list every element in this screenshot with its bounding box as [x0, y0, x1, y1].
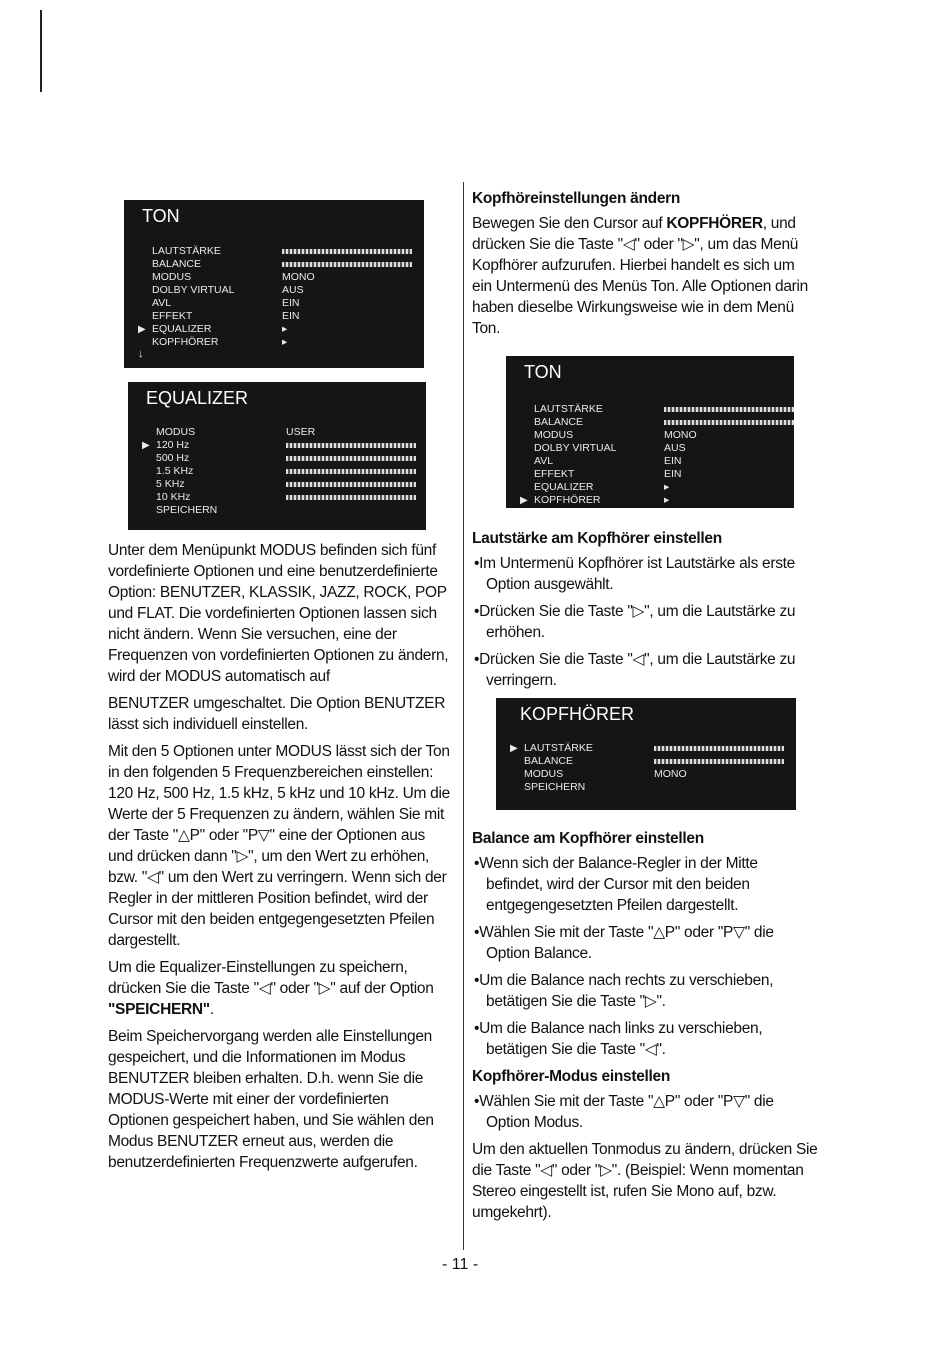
menu-row: [124, 336, 424, 349]
level-slider: [654, 759, 784, 764]
menu-rows: [128, 426, 426, 517]
menu-row-label: SPEICHERN: [524, 781, 586, 793]
menu-title: TON: [142, 206, 180, 226]
menu-row: [124, 323, 424, 336]
menu-row-value: MONO: [664, 429, 697, 441]
scan-mark: [40, 10, 42, 92]
ton-menu-image: [124, 200, 424, 368]
lautstaerke-list: [472, 553, 818, 691]
left-column: [108, 540, 450, 1179]
menu-row-value: MONO: [654, 768, 687, 780]
menu-row: [506, 481, 794, 494]
list-item: • Um die Balance nach rechts zu verschieben, betätigen Sie die Taste "▷".: [472, 970, 818, 1012]
menu-row: [128, 491, 426, 504]
menu-row-label: SPEICHERN: [156, 504, 218, 516]
menu-row-label: DOLBY VIRTUAL: [534, 442, 617, 454]
menu-row-label: BALANCE: [524, 755, 574, 767]
menu-row: [496, 755, 796, 768]
menu-row-value: ▸: [282, 336, 288, 348]
selection-arrow-icon: ▶: [138, 324, 146, 335]
menu-row: [124, 310, 424, 323]
menu-row-value: EIN: [664, 468, 682, 480]
menu-row-value: MONO: [282, 271, 315, 283]
right-column-top: [472, 182, 814, 345]
menu-row: [128, 478, 426, 491]
menu-row: [128, 439, 426, 452]
save-paragraph: [108, 957, 450, 1020]
kopf-text: Bewegen Sie den Cursor auf: [472, 215, 667, 232]
menu-row-label: EQUALIZER: [152, 323, 212, 335]
level-slider: [664, 420, 794, 425]
menu-row-value: EIN: [664, 455, 682, 467]
menu-row: [124, 258, 424, 271]
column-divider: [463, 182, 464, 1250]
menu-title: EQUALIZER: [146, 388, 249, 408]
level-slider: [286, 482, 416, 487]
heading-kopfhoerer: Kopfhöreinstellungen ändern: [472, 190, 681, 207]
menu-row: [124, 284, 424, 297]
menu-row-label: MODUS: [156, 426, 196, 438]
heading-modus: Kopfhörer-Modus einstellen: [472, 1068, 671, 1085]
menu-row: [128, 465, 426, 478]
menu-row-label: 120 Hz: [156, 439, 190, 451]
menu-row-label: BALANCE: [534, 416, 584, 428]
ton-menu-image-2: [506, 356, 794, 508]
right-column-bottom: [472, 822, 818, 1229]
menu-row-value: EIN: [282, 310, 300, 322]
menu-row: [506, 455, 794, 468]
menu-row-label: EFFEKT: [152, 310, 193, 322]
kopfhoerer-menu-image: [496, 698, 796, 810]
right-column-mid: [472, 522, 818, 697]
modus-list: [472, 1091, 818, 1133]
menu-row: [128, 426, 426, 439]
menu-row: [506, 442, 794, 455]
list-item: • Wählen Sie mit der Taste "△P" oder "P▽" die Option Balance.: [472, 922, 818, 964]
menu-row-label: DOLBY VIRTUAL: [152, 284, 235, 296]
list-item: • Um die Balance nach links zu verschieben, betätigen Sie die Taste "◁".: [472, 1018, 818, 1060]
list-item: • Drücken Sie die Taste "◁", um die Lautstärke zu verringern.: [472, 649, 818, 691]
menu-row: [496, 768, 796, 781]
menu-row-value: ▸: [282, 323, 288, 335]
list-item: • Drücken Sie die Taste "▷", um die Lautstärke zu erhöhen.: [472, 601, 818, 643]
menu-row-label: BALANCE: [152, 258, 202, 270]
down-arrow-icon: ↓: [138, 348, 144, 360]
menu-row: [506, 416, 794, 429]
kopf-text-end: , und drücken Sie die Taste "◁" oder "▷", um das Menü Kopfhörer aufzurufen. Hierbei handelt es sich um ein Untermenü des Menüs Ton. Alle Optionen darin haben dieselbe Wirkungsweise wie in dem Menü Ton.: [472, 215, 809, 337]
level-slider: [664, 407, 794, 412]
level-slider: [654, 746, 784, 751]
menu-title: KOPFHÖRER: [520, 704, 635, 724]
menu-row-label: 10 KHz: [156, 491, 191, 503]
level-slider: [282, 262, 412, 267]
menu-row-label: MODUS: [534, 429, 574, 441]
menu-row: [124, 245, 424, 258]
selection-arrow-icon: ▶: [510, 743, 518, 754]
kopfhoerer-label: KOPFHÖRER: [666, 215, 763, 232]
menu-row-label: KOPFHÖRER: [534, 494, 601, 506]
menu-row: [128, 504, 426, 517]
selection-arrow-icon: ▶: [520, 495, 528, 506]
selection-arrow-icon: ▶: [142, 440, 150, 451]
menu-rows: [124, 245, 424, 349]
menu-row: [496, 742, 796, 755]
speichern-label: "SPEICHERN": [108, 1001, 210, 1018]
menu-row-label: 5 KHz: [156, 478, 185, 490]
list-item: • Wenn sich der Balance-Regler in der Mitte befindet, wird der Cursor mit den beiden entgegengesetzten Pfeilen dargestellt.: [472, 853, 818, 916]
menu-row-label: AVL: [534, 455, 554, 467]
menu-row: [506, 403, 794, 416]
menu-row-label: MODUS: [152, 271, 192, 283]
list-item: • Im Untermenü Kopfhörer ist Lautstärke als erste Option ausgewählt.: [472, 553, 818, 595]
menu-row: [506, 468, 794, 481]
menu-row: [124, 297, 424, 310]
menu-rows: [496, 742, 796, 794]
menu-row-value: USER: [286, 426, 316, 438]
menu-row-label: KOPFHÖRER: [152, 336, 219, 348]
save-text-end: .: [209, 1001, 214, 1018]
menu-row-value: AUS: [282, 284, 304, 296]
menu-title: TON: [524, 362, 562, 382]
modus-paragraph: Unter dem Menüpunkt MODUS befinden sich fünf vordefinierte Optionen und eine benutzerdefinierte Option: BENUTZER, KLASSIK, JAZZ, ROCK, POP und FLAT. Die vordefinierten Optionen lassen sich nicht ändern. Wenn Sie versuchen, eine der Frequenzen von vordefinierten Optionen zu ändern, wird der MODUS automatisch auf: [108, 542, 449, 685]
frequency-paragraph: Mit den 5 Optionen unter MODUS lässt sich der Ton in den folgenden 5 Frequenzbereichen einstellen: 120 Hz, 500 Hz, 1.5 kHz, 5 kHz und 10 kHz. Um die Werte der 5 Frequenzen zu ändern, wählen Sie mit der Taste "△P" oder "P▽" eine der Optionen aus und drücken dann "▷", um den Wert zu erhöhen, bzw. "◁" um den Wert zu verringern. Wenn sich der Regler in der mittleren Position befindet, wird der Cursor mit den beiden entgegengesetzten Pfeilen dargestellt.: [108, 743, 450, 949]
menu-rows: [506, 403, 794, 507]
heading-lautstaerke: Lautstärke am Kopfhörer einstellen: [472, 530, 722, 547]
menu-row: [506, 494, 794, 507]
menu-row-label: MODUS: [524, 768, 564, 780]
store-paragraph: Beim Speichervorgang werden alle Einstellungen gespeichert, und die Informationen im Modus BENUTZER bleiben erhalten. D.h. wenn Sie die MODUS-Werte mit einer der vordefinierten Optionen gespeichert haben, und Sie wählen den Modus BENUTZER erneut aus, werden die benutzerdefinierten Frequenzwerte aufgerufen.: [108, 1028, 434, 1171]
level-slider: [286, 495, 416, 500]
menu-row-value: AUS: [664, 442, 686, 454]
menu-row-label: LAUTSTÄRKE: [534, 403, 603, 415]
level-slider: [286, 443, 416, 448]
menu-row: [124, 271, 424, 284]
menu-row-label: EQUALIZER: [534, 481, 594, 493]
balance-list: [472, 853, 818, 1060]
menu-row-label: 1.5 KHz: [156, 465, 194, 477]
menu-row-label: LAUTSTÄRKE: [524, 742, 593, 754]
menu-row-label: LAUTSTÄRKE: [152, 245, 221, 257]
menu-row: [128, 452, 426, 465]
level-slider: [286, 456, 416, 461]
benutzer-paragraph: BENUTZER umgeschaltet. Die Option BENUTZER lässt sich individuell einstellen.: [108, 695, 446, 733]
level-slider: [286, 469, 416, 474]
menu-row: [496, 781, 796, 794]
menu-row-value: EIN: [282, 297, 300, 309]
equalizer-menu-image: [128, 382, 426, 530]
heading-balance: Balance am Kopfhörer einstellen: [472, 830, 704, 847]
menu-row-label: AVL: [152, 297, 172, 309]
page-number: - 11 -: [442, 1256, 479, 1273]
list-item: • Wählen Sie mit der Taste "△P" oder "P▽" die Option Modus.: [472, 1091, 818, 1133]
level-slider: [282, 249, 412, 254]
menu-row-label: 500 Hz: [156, 452, 190, 464]
tonmodus-paragraph: Um den aktuellen Tonmodus zu ändern, drücken Sie die Taste "◁" oder "▷". (Beispiel: Wenn momentan Stereo eingestellt ist, rufen Sie Mono auf, bzw. umgekehrt).: [472, 1141, 818, 1221]
menu-row: [506, 429, 794, 442]
menu-row-value: ▸: [664, 494, 670, 506]
kopfhoerer-paragraph: [472, 213, 814, 339]
save-text: Um die Equalizer-Einstellungen zu speichern, drücken Sie die Taste "◁" oder "▷" auf der Option: [108, 959, 434, 997]
menu-row-label: EFFEKT: [534, 468, 575, 480]
menu-row-value: ▸: [664, 481, 670, 493]
